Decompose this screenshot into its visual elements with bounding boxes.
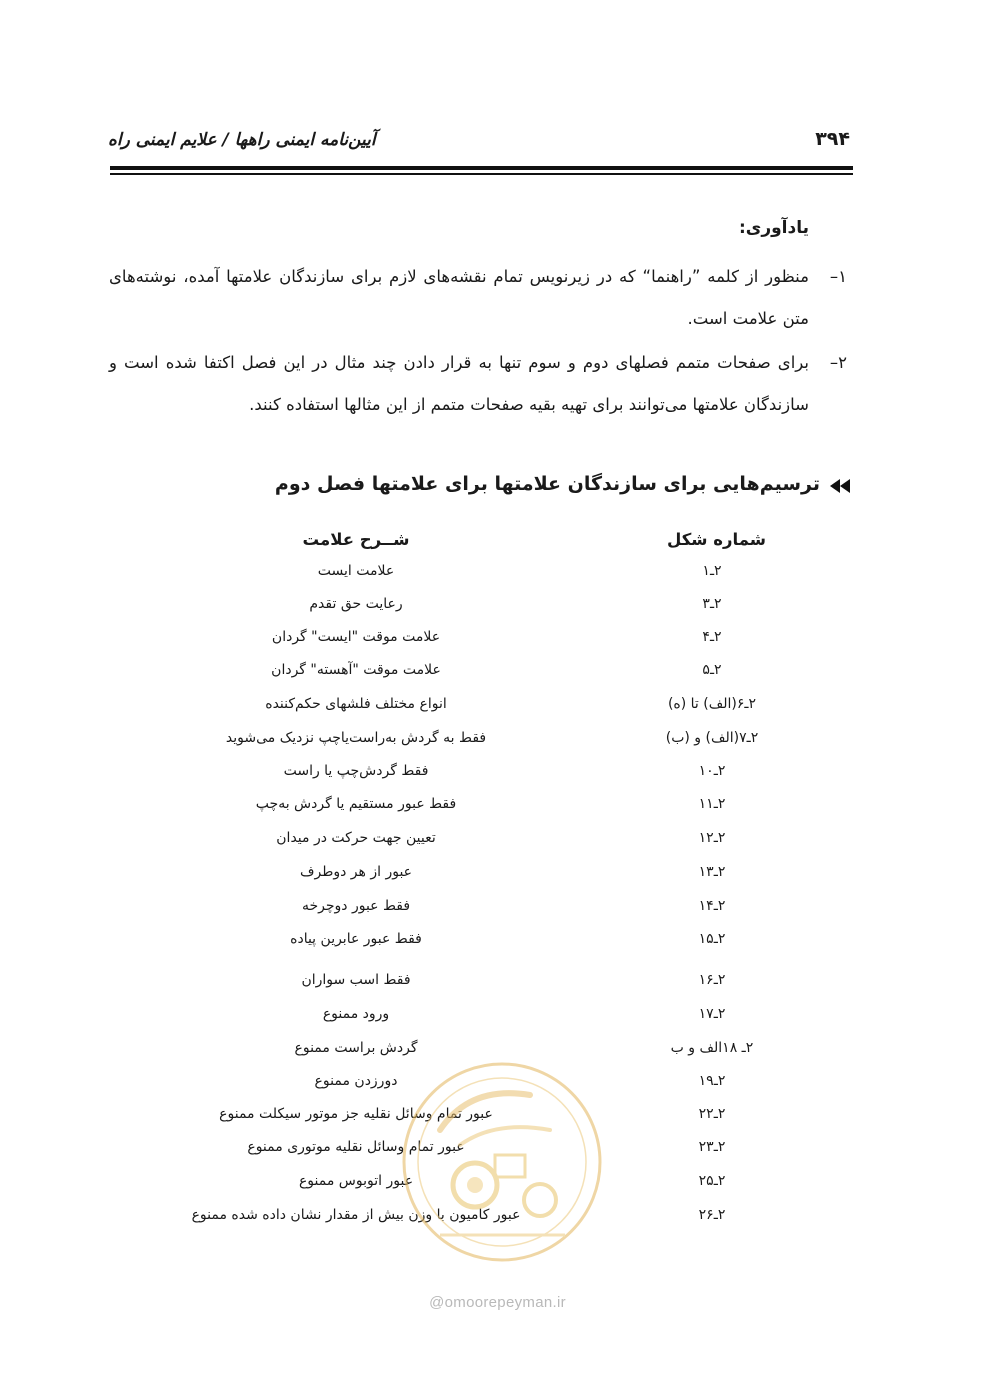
figure-description: تعیین جهت حرکت در میدان (276, 830, 436, 846)
figure-description: علامت موقت "آهسته" گردان (271, 662, 441, 678)
table-row (0, 898, 992, 924)
table-row (0, 763, 992, 789)
figure-description: علامت موقت "ایست" گردان (271, 629, 441, 645)
note-item (109, 342, 847, 426)
figure-description: عبور از هر دوطرف (299, 864, 413, 880)
figure-description: فقط عبور عابرین پیاده (290, 931, 422, 947)
figure-description: دورزدن ممنوع (314, 1073, 398, 1089)
figure-description: فقط گردش‌چپ یا راست (283, 763, 429, 779)
figure-number: ۲ـ۲۶ (698, 1207, 726, 1223)
figure-number: ۲ـ۲۳ (698, 1139, 726, 1155)
figure-description: فقط به گردش به‌راست‌یاچپ نزدیک می‌شوید (225, 730, 487, 746)
table-row (0, 1006, 992, 1032)
figure-number: ۲ـ۳ (702, 596, 722, 612)
running-header-title: آیین‌نامه ایمنی راهها / علایم ایمنی راه (108, 130, 376, 150)
note-item (109, 256, 847, 340)
note-text: برای صفحات متمم فصلهای دوم و سوم تنها به قرار دادن چند مثال در این فصل اکتفا شده است و سازندگان علامتها می‌توانند برای تهیه بقیه صفحات متمم از این مثالها استفاده کنند. (109, 353, 809, 414)
figure-description: فقط اسب سواران (301, 972, 411, 988)
figure-number: ۲ـ۵ (702, 662, 722, 678)
figure-description: علامت ایست (317, 563, 395, 579)
figure-description: عبور تمام وسائل نقلیه جز موتور سیکلت ممنوع (219, 1106, 493, 1122)
figure-number: ۲ـ۴ (702, 629, 722, 645)
figure-description: رعایت حق تقدم (309, 596, 403, 612)
figure-description: عبور اتوبوس ممنوع (298, 1173, 414, 1189)
figure-description: گردش براست ممنوع (294, 1040, 418, 1056)
column-header-description: شــرح علامت (302, 530, 410, 549)
table-row (0, 596, 992, 622)
figure-number: ۲ـ۱۲ (698, 830, 726, 846)
figure-description: عبور تمام وسائل نقلیه موتوری ممنوع (247, 1139, 465, 1155)
notes-heading: یادآوری: (738, 218, 809, 238)
figure-description: فقط عبور مستقیم یا گردش به‌چپ (255, 796, 457, 812)
figure-description: ورود ممنوع (322, 1006, 390, 1022)
table-row (0, 972, 992, 998)
figure-description: فقط عبور دوچرخه (301, 898, 411, 914)
figure-number: ۲ـ۱۵ (698, 931, 726, 947)
watermark-site-text: @omoorepeyman.ir (429, 1294, 566, 1311)
table-row (0, 830, 992, 856)
figure-number: ۲ـ ۱۸الف و ب (670, 1040, 754, 1056)
table-row (0, 629, 992, 655)
figure-number: ۲ـ۱۱ (698, 796, 726, 812)
section-title: ترسیم‌هایی برای سازندگان علامتها برای علامتها فصل دوم (274, 473, 820, 495)
figure-description: عبور کامیون با وزن بیش از مقدار نشان داده شده ممنوع (191, 1207, 521, 1223)
note-number: ۲– (829, 353, 847, 372)
figure-number: ۲ـ۱۹ (698, 1073, 726, 1089)
figure-number: ۲ـ۱۳ (698, 864, 726, 880)
figure-number: ۲ـ۱۰ (698, 763, 726, 779)
double-triangle-bullet-icon (830, 479, 850, 493)
note-number: ۱– (829, 267, 847, 286)
figure-description: انواع مختلف فلشهای حکم‌کننده (265, 696, 447, 712)
table-row (0, 796, 992, 822)
figure-number: ۲ـ۲۵ (698, 1173, 726, 1189)
note-text: منظور از کلمه ”راهنما“ که در زیرنویس تمام نقشه‌های لازم برای سازندگان علامتها آمده، نوشته‌های متن علامت است. (109, 267, 809, 328)
watermark-seal-icon (400, 1060, 605, 1265)
figure-number: ۲ـ۱۶ (698, 972, 726, 988)
table-row (0, 662, 992, 688)
figure-number: ۲ـ۱۷ (698, 1006, 726, 1022)
table-row (0, 730, 992, 756)
figure-number: ۲ـ۶(الف) تا (ه) (667, 696, 757, 712)
table-row (0, 864, 992, 890)
table-row (0, 696, 992, 722)
header-rule-thick (110, 166, 853, 170)
figure-number: ۲ـ۱۴ (698, 898, 726, 914)
figure-number: ۲ـ۲۲ (698, 1106, 726, 1122)
page-number: ۳۹۴ (815, 128, 850, 150)
table-row (0, 931, 992, 957)
table-row (0, 563, 992, 589)
header-rule-thin (110, 173, 853, 175)
figure-number: ۲ـ۷(الف) و (ب) (665, 730, 759, 746)
figure-number: ۲ـ۱ (702, 563, 722, 579)
column-header-figure-number: شماره شکل (666, 530, 766, 549)
